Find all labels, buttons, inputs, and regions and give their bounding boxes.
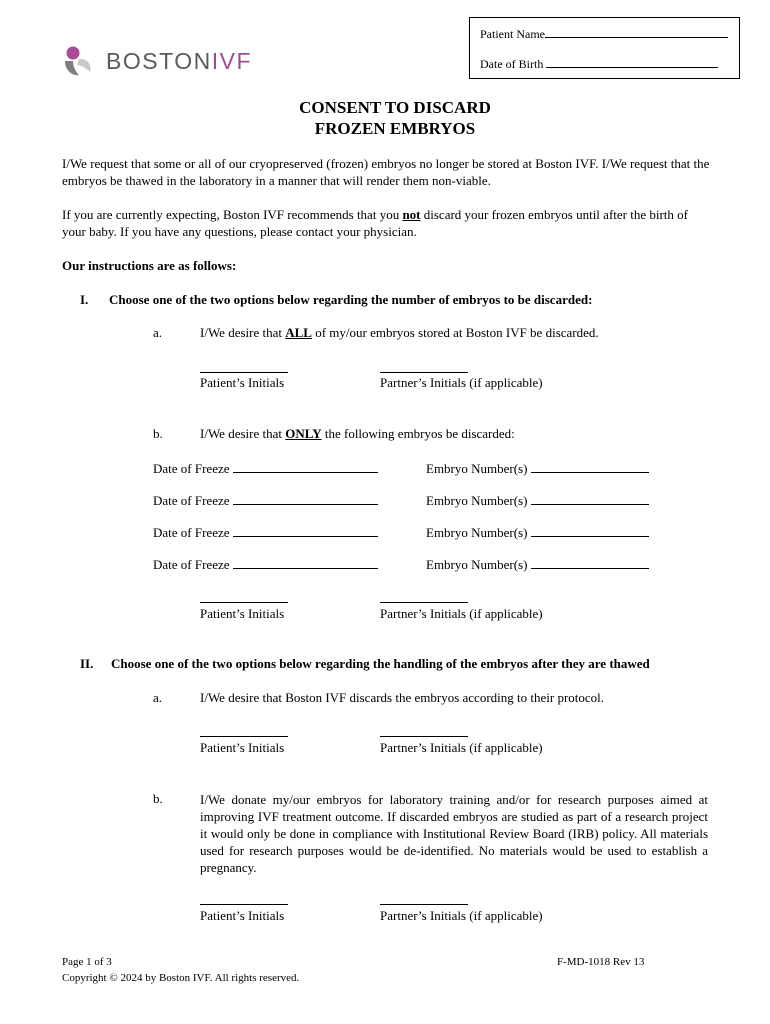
section-1b-text bbox=[200, 426, 515, 442]
section-1b-before: I/We desire that bbox=[200, 426, 286, 441]
date-of-freeze-field[interactable] bbox=[233, 556, 378, 569]
section-1-numeral: I. bbox=[80, 292, 89, 307]
section-1a-emphasis: ALL bbox=[285, 325, 312, 340]
patient-name-label: Patient Name bbox=[480, 27, 545, 41]
footer-left bbox=[62, 954, 299, 986]
embryo-row bbox=[426, 460, 649, 477]
section-2a-text: I/We desire that Boston IVF discards the embryos according to their protocol. bbox=[200, 690, 605, 705]
logo-ivf: IVF bbox=[211, 48, 252, 74]
date-of-freeze-label: Date of Freeze bbox=[153, 493, 230, 508]
section-1a-patient-initials-label: Patient’s Initials bbox=[200, 375, 285, 390]
patient-name-row bbox=[480, 25, 728, 42]
section-1a-partner-initials-label: Partner’s Initials (if applicable) bbox=[380, 375, 543, 390]
document-title bbox=[0, 97, 770, 139]
patient-info-box bbox=[469, 17, 740, 79]
section-2a-partner-initials-label: Partner’s Initials (if applicable) bbox=[380, 740, 543, 755]
embryo-numbers-label: Embryo Number(s) bbox=[426, 557, 528, 572]
date-of-freeze-field[interactable] bbox=[233, 460, 378, 473]
form-id: F-MD-1018 Rev 13 bbox=[557, 956, 645, 968]
title-line-2: FROZEN EMBRYOS bbox=[314, 119, 476, 138]
boston-ivf-logo bbox=[62, 44, 262, 78]
section-1a-after: of my/our embryos stored at Boston IVF be discarded. bbox=[311, 325, 599, 340]
section-2-heading: Choose one of the two options below regarding the handling of the embryos after they are thawed bbox=[111, 656, 650, 671]
logo-mark-icon bbox=[62, 44, 96, 78]
section-1b-after: the following embryos be discarded: bbox=[321, 426, 515, 441]
logo-wordmark bbox=[106, 48, 252, 75]
section-2b-text: I/We donate my/our embryos for laboratory training and/or for research purposes aimed at improving IVF treatment outcome. If discarded embryos are studied as part of a research project it would only be done in compliance with Institutional Review Board (IRB) policy. All materials used for research purposes would be de-identified. No materials would be used to establish a pregnancy. bbox=[200, 792, 708, 875]
section-1b-patient-initials-field[interactable] bbox=[200, 590, 288, 603]
embryo-row bbox=[426, 556, 649, 573]
date-of-freeze-label: Date of Freeze bbox=[153, 461, 230, 476]
expecting-paragraph bbox=[62, 206, 710, 240]
intro-paragraph: I/We request that some or all of our cryopreserved (frozen) embryos no longer be stored at Boston IVF. I/We request that the embryos be thawed in the laboratory in a manner that will render them non-viable. bbox=[62, 156, 710, 188]
section-2-numeral: II. bbox=[80, 656, 94, 671]
logo-boston: BOSTON bbox=[106, 48, 212, 74]
section-1a-letter: a. bbox=[153, 325, 163, 340]
section-2a-letter: a. bbox=[153, 690, 163, 705]
section-1b-partner-initials-field[interactable] bbox=[380, 590, 468, 603]
section-1b-patient-initials-label: Patient’s Initials bbox=[200, 606, 285, 621]
section-2a-patient-initials-label: Patient’s Initials bbox=[200, 740, 285, 755]
section-2b-patient-initials-label: Patient’s Initials bbox=[200, 908, 285, 923]
date-of-freeze-field[interactable] bbox=[233, 492, 378, 505]
section-1a-before: I/We desire that bbox=[200, 325, 286, 340]
section-1-heading: Choose one of the two options below regarding the number of embryos to be discarded: bbox=[109, 292, 593, 307]
embryo-numbers-label: Embryo Number(s) bbox=[426, 461, 528, 476]
section-2b-letter: b. bbox=[153, 791, 163, 806]
section-2b-partner-initials-field[interactable] bbox=[380, 892, 468, 905]
embryo-row bbox=[153, 556, 378, 573]
embryo-row bbox=[153, 460, 378, 477]
embryo-numbers-field[interactable] bbox=[531, 460, 649, 473]
expecting-after: discard your frozen embryos until after the birth of your baby. If you have any questions, please contact your physician. bbox=[62, 207, 688, 239]
expecting-before: If you are currently expecting, Boston IVF recommends that you bbox=[62, 207, 403, 222]
section-2b-partner-initials-label: Partner’s Initials (if applicable) bbox=[380, 908, 543, 923]
embryo-row bbox=[426, 524, 649, 541]
date-of-freeze-label: Date of Freeze bbox=[153, 525, 230, 540]
section-2a-partner-initials-field[interactable] bbox=[380, 724, 468, 737]
section-1a-patient-initials-field[interactable] bbox=[200, 360, 288, 373]
embryo-numbers-label: Embryo Number(s) bbox=[426, 493, 528, 508]
embryo-numbers-field[interactable] bbox=[531, 556, 649, 569]
patient-name-field[interactable] bbox=[545, 25, 728, 38]
section-1b-letter: b. bbox=[153, 426, 163, 441]
section-1b-partner-initials-label: Partner’s Initials (if applicable) bbox=[380, 606, 543, 621]
dob-field[interactable] bbox=[546, 55, 718, 68]
title-line-1: CONSENT TO DISCARD bbox=[299, 98, 491, 117]
embryo-row bbox=[153, 524, 378, 541]
dob-label: Date of Birth bbox=[480, 57, 544, 71]
expecting-emphasis: not bbox=[402, 207, 421, 222]
date-of-freeze-field[interactable] bbox=[233, 524, 378, 537]
embryo-numbers-label: Embryo Number(s) bbox=[426, 525, 528, 540]
embryo-numbers-field[interactable] bbox=[531, 524, 649, 537]
page-number: Page 1 of 3 bbox=[62, 956, 112, 968]
instructions-heading: Our instructions are as follows: bbox=[62, 258, 237, 273]
date-of-freeze-label: Date of Freeze bbox=[153, 557, 230, 572]
embryo-numbers-field[interactable] bbox=[531, 492, 649, 505]
embryo-row bbox=[426, 492, 649, 509]
section-1b-emphasis: ONLY bbox=[285, 426, 322, 441]
embryo-row bbox=[153, 492, 378, 509]
copyright: Copyright © 2024 by Boston IVF. All rights reserved. bbox=[62, 972, 300, 984]
section-1a-text bbox=[200, 325, 599, 341]
dob-row bbox=[480, 55, 718, 72]
section-2b-patient-initials-field[interactable] bbox=[200, 892, 288, 905]
section-2a-patient-initials-field[interactable] bbox=[200, 724, 288, 737]
section-1a-partner-initials-field[interactable] bbox=[380, 360, 468, 373]
